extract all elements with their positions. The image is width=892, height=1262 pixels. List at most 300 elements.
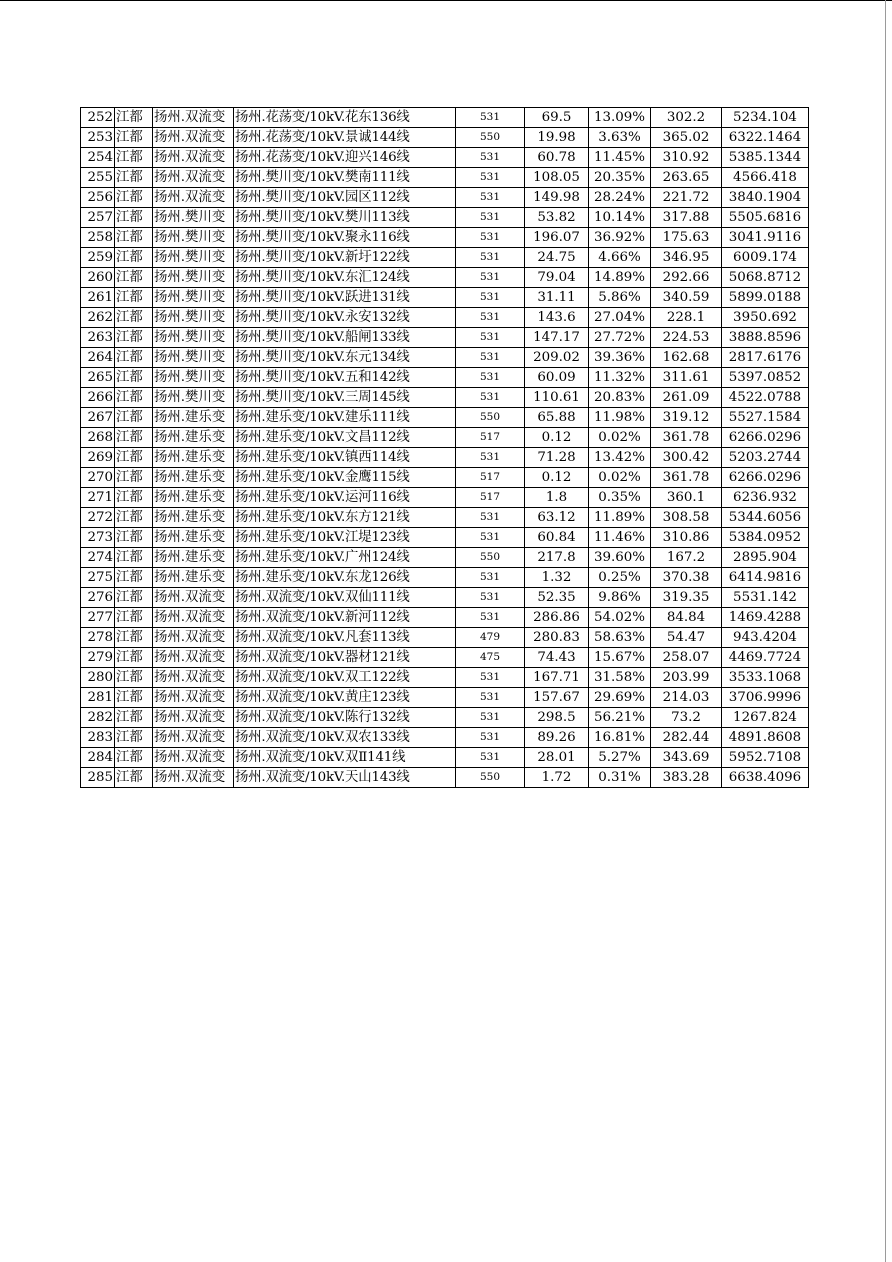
margin-cell: 73.2: [651, 708, 722, 728]
load-rate-cell: 11.45%: [589, 148, 651, 168]
substation-cell: 扬州.双流变: [153, 188, 234, 208]
substation-cell: 扬州.樊川变: [153, 248, 234, 268]
capacity-cell: 531: [456, 708, 525, 728]
county-cell: 江都: [115, 768, 153, 788]
feeder-line-cell: 扬州.樊川变/10kV.跃进131线: [234, 288, 456, 308]
power-cell: 6638.4096: [722, 768, 809, 788]
load-cell: 60.09: [525, 368, 589, 388]
feeder-line-cell: 扬州.双流变/10kV.黄庄123线: [234, 688, 456, 708]
substation-cell: 扬州.双流变: [153, 128, 234, 148]
load-rate-cell: 0.02%: [589, 428, 651, 448]
feeder-line-cell: 扬州.樊川变/10kV.新圩122线: [234, 248, 456, 268]
row-number: 266: [81, 388, 115, 408]
power-cell: 6009.174: [722, 248, 809, 268]
table-row: [81, 328, 809, 348]
county-cell: 江都: [115, 528, 153, 548]
power-cell: 6322.1464: [722, 128, 809, 148]
county-cell: 江都: [115, 688, 153, 708]
load-cell: 298.5: [525, 708, 589, 728]
substation-cell: 扬州.建乐变: [153, 528, 234, 548]
power-cell: 5384.0952: [722, 528, 809, 548]
row-number: 258: [81, 228, 115, 248]
load-rate-cell: 27.04%: [589, 308, 651, 328]
table-row: [81, 708, 809, 728]
margin-cell: 360.1: [651, 488, 722, 508]
margin-cell: 292.66: [651, 268, 722, 288]
load-cell: 60.84: [525, 528, 589, 548]
substation-cell: 扬州.樊川变: [153, 268, 234, 288]
load-rate-cell: 27.72%: [589, 328, 651, 348]
feeder-line-cell: 扬州.建乐变/10kV.建乐111线: [234, 408, 456, 428]
county-cell: 江都: [115, 648, 153, 668]
substation-cell: 扬州.樊川变: [153, 288, 234, 308]
feeder-line-cell: 扬州.双流变/10kV.器材121线: [234, 648, 456, 668]
capacity-cell: 550: [456, 128, 525, 148]
load-cell: 52.35: [525, 588, 589, 608]
load-cell: 53.82: [525, 208, 589, 228]
load-rate-cell: 0.02%: [589, 468, 651, 488]
margin-cell: 361.78: [651, 468, 722, 488]
county-cell: 江都: [115, 588, 153, 608]
row-number: 252: [81, 108, 115, 128]
capacity-cell: 531: [456, 528, 525, 548]
substation-cell: 扬州.双流变: [153, 648, 234, 668]
margin-cell: 346.95: [651, 248, 722, 268]
load-cell: 0.12: [525, 428, 589, 448]
load-cell: 31.11: [525, 288, 589, 308]
table-row: [81, 508, 809, 528]
feeder-line-cell: 扬州.建乐变/10kV.广州124线: [234, 548, 456, 568]
county-cell: 江都: [115, 208, 153, 228]
load-rate-cell: 15.67%: [589, 648, 651, 668]
county-cell: 江都: [115, 388, 153, 408]
load-rate-cell: 11.89%: [589, 508, 651, 528]
load-rate-cell: 54.02%: [589, 608, 651, 628]
load-rate-cell: 14.89%: [589, 268, 651, 288]
county-cell: 江都: [115, 268, 153, 288]
load-cell: 209.02: [525, 348, 589, 368]
row-number: 256: [81, 188, 115, 208]
table-row: [81, 128, 809, 148]
load-cell: 69.5: [525, 108, 589, 128]
load-cell: 196.07: [525, 228, 589, 248]
table-row: [81, 628, 809, 648]
table-row: [81, 188, 809, 208]
load-cell: 147.17: [525, 328, 589, 348]
substation-cell: 扬州.建乐变: [153, 568, 234, 588]
table-row: [81, 528, 809, 548]
capacity-cell: 531: [456, 268, 525, 288]
power-cell: 5234.104: [722, 108, 809, 128]
feeder-line-cell: 扬州.樊川变/10kV.聚永116线: [234, 228, 456, 248]
table-row: [81, 468, 809, 488]
load-cell: 1.32: [525, 568, 589, 588]
margin-cell: 84.84: [651, 608, 722, 628]
table-row: [81, 208, 809, 228]
table-row: [81, 648, 809, 668]
load-cell: 108.05: [525, 168, 589, 188]
load-rate-cell: 31.58%: [589, 668, 651, 688]
margin-cell: 317.88: [651, 208, 722, 228]
county-cell: 江都: [115, 448, 153, 468]
feeder-line-cell: 扬州.樊川变/10kV.永安132线: [234, 308, 456, 328]
margin-cell: 282.44: [651, 728, 722, 748]
table-row: [81, 488, 809, 508]
capacity-cell: 531: [456, 308, 525, 328]
power-cell: 6266.0296: [722, 428, 809, 448]
power-cell: 3706.9996: [722, 688, 809, 708]
substation-cell: 扬州.樊川变: [153, 348, 234, 368]
load-cell: 19.98: [525, 128, 589, 148]
row-number: 281: [81, 688, 115, 708]
load-cell: 167.71: [525, 668, 589, 688]
row-number: 280: [81, 668, 115, 688]
table-body: [81, 108, 809, 788]
row-number: 262: [81, 308, 115, 328]
table-row: [81, 588, 809, 608]
substation-cell: 扬州.双流变: [153, 628, 234, 648]
row-number: 273: [81, 528, 115, 548]
row-number: 284: [81, 748, 115, 768]
substation-cell: 扬州.双流变: [153, 768, 234, 788]
power-cell: 2817.6176: [722, 348, 809, 368]
row-number: 269: [81, 448, 115, 468]
load-rate-cell: 36.92%: [589, 228, 651, 248]
substation-cell: 扬州.双流变: [153, 608, 234, 628]
table-row: [81, 168, 809, 188]
margin-cell: 365.02: [651, 128, 722, 148]
page-top-border: [0, 0, 892, 1]
power-cell: 3041.9116: [722, 228, 809, 248]
power-cell: 4891.8608: [722, 728, 809, 748]
substation-cell: 扬州.双流变: [153, 148, 234, 168]
power-cell: 6266.0296: [722, 468, 809, 488]
county-cell: 江都: [115, 468, 153, 488]
load-cell: 89.26: [525, 728, 589, 748]
capacity-cell: 531: [456, 568, 525, 588]
capacity-cell: 550: [456, 408, 525, 428]
feeder-line-cell: 扬州.樊川变/10kV.五和142线: [234, 368, 456, 388]
load-cell: 28.01: [525, 748, 589, 768]
table-row: [81, 348, 809, 368]
county-cell: 江都: [115, 728, 153, 748]
margin-cell: 311.61: [651, 368, 722, 388]
power-cell: 1267.824: [722, 708, 809, 728]
substation-cell: 扬州.樊川变: [153, 228, 234, 248]
feeder-line-cell: 扬州.双流变/10kV.双农133线: [234, 728, 456, 748]
feeder-line-cell: 扬州.建乐变/10kV.镇西114线: [234, 448, 456, 468]
county-cell: 江都: [115, 408, 153, 428]
capacity-cell: 531: [456, 188, 525, 208]
feeder-line-cell: 扬州.樊川变/10kV.船闸133线: [234, 328, 456, 348]
load-cell: 60.78: [525, 148, 589, 168]
margin-cell: 224.53: [651, 328, 722, 348]
margin-cell: 343.69: [651, 748, 722, 768]
table-row: [81, 248, 809, 268]
load-cell: 74.43: [525, 648, 589, 668]
power-cell: 5344.6056: [722, 508, 809, 528]
capacity-cell: 531: [456, 348, 525, 368]
row-number: 253: [81, 128, 115, 148]
table-row: [81, 748, 809, 768]
power-cell: 5068.8712: [722, 268, 809, 288]
power-cell: 2895.904: [722, 548, 809, 568]
feeder-line-cell: 扬州.建乐变/10kV.金鹰115线: [234, 468, 456, 488]
margin-cell: 310.86: [651, 528, 722, 548]
row-number: 270: [81, 468, 115, 488]
table-row: [81, 428, 809, 448]
county-cell: 江都: [115, 348, 153, 368]
substation-cell: 扬州.建乐变: [153, 488, 234, 508]
capacity-cell: 531: [456, 668, 525, 688]
power-cell: 5899.0188: [722, 288, 809, 308]
power-cell: 3950.692: [722, 308, 809, 328]
load-cell: 280.83: [525, 628, 589, 648]
power-cell: 5952.7108: [722, 748, 809, 768]
substation-cell: 扬州.双流变: [153, 708, 234, 728]
capacity-cell: 517: [456, 428, 525, 448]
substation-cell: 扬州.建乐变: [153, 448, 234, 468]
substation-cell: 扬州.双流变: [153, 748, 234, 768]
margin-cell: 228.1: [651, 308, 722, 328]
margin-cell: 263.65: [651, 168, 722, 188]
row-number: 272: [81, 508, 115, 528]
feeder-line-cell: 扬州.双流变/10kV.天山143线: [234, 768, 456, 788]
table-row: [81, 228, 809, 248]
row-number: 276: [81, 588, 115, 608]
margin-cell: 302.2: [651, 108, 722, 128]
load-rate-cell: 3.63%: [589, 128, 651, 148]
row-number: 275: [81, 568, 115, 588]
substation-cell: 扬州.双流变: [153, 108, 234, 128]
feeder-line-cell: 扬州.花荡变/10kV.迎兴146线: [234, 148, 456, 168]
load-rate-cell: 20.83%: [589, 388, 651, 408]
capacity-cell: 531: [456, 688, 525, 708]
margin-cell: 308.58: [651, 508, 722, 528]
load-rate-cell: 13.42%: [589, 448, 651, 468]
substation-cell: 扬州.樊川变: [153, 328, 234, 348]
table-row: [81, 728, 809, 748]
substation-cell: 扬州.双流变: [153, 168, 234, 188]
county-cell: 江都: [115, 308, 153, 328]
county-cell: 江都: [115, 108, 153, 128]
feeder-line-cell: 扬州.花荡变/10kV.花东136线: [234, 108, 456, 128]
power-cell: 4469.7724: [722, 648, 809, 668]
load-rate-cell: 39.36%: [589, 348, 651, 368]
feeder-line-cell: 扬州.花荡变/10kV.景诚144线: [234, 128, 456, 148]
county-cell: 江都: [115, 668, 153, 688]
power-cell: 5505.6816: [722, 208, 809, 228]
substation-cell: 扬州.樊川变: [153, 368, 234, 388]
feeder-line-cell: 扬州.樊川变/10kV.樊南111线: [234, 168, 456, 188]
capacity-cell: 517: [456, 468, 525, 488]
feeder-line-cell: 扬州.建乐变/10kV.东方121线: [234, 508, 456, 528]
row-number: 254: [81, 148, 115, 168]
load-rate-cell: 29.69%: [589, 688, 651, 708]
margin-cell: 54.47: [651, 628, 722, 648]
load-rate-cell: 11.98%: [589, 408, 651, 428]
load-cell: 24.75: [525, 248, 589, 268]
feeder-line-cell: 扬州.双流变/10kV.凡套113线: [234, 628, 456, 648]
margin-cell: 175.63: [651, 228, 722, 248]
feeder-line-cell: 扬州.樊川变/10kV.园区112线: [234, 188, 456, 208]
county-cell: 江都: [115, 228, 153, 248]
margin-cell: 383.28: [651, 768, 722, 788]
load-cell: 157.67: [525, 688, 589, 708]
power-cell: 3840.1904: [722, 188, 809, 208]
row-number: 268: [81, 428, 115, 448]
table-row: [81, 608, 809, 628]
substation-cell: 扬州.樊川变: [153, 388, 234, 408]
feeder-line-cell: 扬州.双流变/10kV.双工122线: [234, 668, 456, 688]
feeder-line-cell: 扬州.建乐变/10kV.文昌112线: [234, 428, 456, 448]
load-cell: 143.6: [525, 308, 589, 328]
power-cell: 4566.418: [722, 168, 809, 188]
county-cell: 江都: [115, 488, 153, 508]
table-row: [81, 408, 809, 428]
feeder-line-cell: 扬州.建乐变/10kV.东龙126线: [234, 568, 456, 588]
row-number: 277: [81, 608, 115, 628]
row-number: 274: [81, 548, 115, 568]
page-right-border: [885, 0, 886, 1262]
row-number: 283: [81, 728, 115, 748]
feeder-line-cell: 扬州.双流变/10kV.新河112线: [234, 608, 456, 628]
margin-cell: 162.68: [651, 348, 722, 368]
load-rate-cell: 11.32%: [589, 368, 651, 388]
load-rate-cell: 10.14%: [589, 208, 651, 228]
margin-cell: 340.59: [651, 288, 722, 308]
county-cell: 江都: [115, 508, 153, 528]
feeder-line-cell: 扬州.樊川变/10kV.三周145线: [234, 388, 456, 408]
table-row: [81, 148, 809, 168]
power-cell: 3533.1068: [722, 668, 809, 688]
feeder-line-cell: 扬州.双流变/10kV.双仙111线: [234, 588, 456, 608]
county-cell: 江都: [115, 748, 153, 768]
row-number: 255: [81, 168, 115, 188]
capacity-cell: 531: [456, 388, 525, 408]
capacity-cell: 550: [456, 768, 525, 788]
margin-cell: 310.92: [651, 148, 722, 168]
feeder-line-cell: 扬州.樊川变/10kV.东元134线: [234, 348, 456, 368]
row-number: 278: [81, 628, 115, 648]
table-row: [81, 368, 809, 388]
capacity-cell: 531: [456, 728, 525, 748]
row-number: 264: [81, 348, 115, 368]
power-cell: 5385.1344: [722, 148, 809, 168]
capacity-cell: 531: [456, 168, 525, 188]
substation-cell: 扬州.樊川变: [153, 308, 234, 328]
power-cell: 6236.932: [722, 488, 809, 508]
load-cell: 286.86: [525, 608, 589, 628]
margin-cell: 167.2: [651, 548, 722, 568]
capacity-cell: 531: [456, 508, 525, 528]
capacity-cell: 550: [456, 548, 525, 568]
county-cell: 江都: [115, 428, 153, 448]
capacity-cell: 531: [456, 608, 525, 628]
margin-cell: 258.07: [651, 648, 722, 668]
power-cell: 5527.1584: [722, 408, 809, 428]
power-cell: 5203.2744: [722, 448, 809, 468]
power-cell: 943.4204: [722, 628, 809, 648]
load-rate-cell: 58.63%: [589, 628, 651, 648]
table-row: [81, 268, 809, 288]
table-row: [81, 568, 809, 588]
margin-cell: 261.09: [651, 388, 722, 408]
capacity-cell: 531: [456, 248, 525, 268]
data-table: [80, 107, 809, 788]
load-rate-cell: 5.27%: [589, 748, 651, 768]
margin-cell: 214.03: [651, 688, 722, 708]
load-rate-cell: 13.09%: [589, 108, 651, 128]
table-row: [81, 108, 809, 128]
county-cell: 江都: [115, 368, 153, 388]
county-cell: 江都: [115, 248, 153, 268]
margin-cell: 319.35: [651, 588, 722, 608]
load-rate-cell: 0.31%: [589, 768, 651, 788]
table-row: [81, 768, 809, 788]
feeder-line-cell: 扬州.双流变/10kV.陈行132线: [234, 708, 456, 728]
table-row: [81, 548, 809, 568]
feeder-line-cell: 扬州.樊川变/10kV.东汇124线: [234, 268, 456, 288]
load-rate-cell: 20.35%: [589, 168, 651, 188]
feeder-line-cell: 扬州.双流变/10kV.双Ⅱ141线: [234, 748, 456, 768]
load-rate-cell: 56.21%: [589, 708, 651, 728]
table-row: [81, 448, 809, 468]
table-row: [81, 668, 809, 688]
capacity-cell: 479: [456, 628, 525, 648]
capacity-cell: 531: [456, 748, 525, 768]
row-number: 267: [81, 408, 115, 428]
capacity-cell: 531: [456, 108, 525, 128]
load-rate-cell: 28.24%: [589, 188, 651, 208]
county-cell: 江都: [115, 608, 153, 628]
load-cell: 1.8: [525, 488, 589, 508]
power-cell: 3888.8596: [722, 328, 809, 348]
substation-cell: 扬州.双流变: [153, 588, 234, 608]
row-number: 271: [81, 488, 115, 508]
feeder-line-cell: 扬州.建乐变/10kV.运河116线: [234, 488, 456, 508]
county-cell: 江都: [115, 168, 153, 188]
substation-cell: 扬州.建乐变: [153, 468, 234, 488]
load-rate-cell: 39.60%: [589, 548, 651, 568]
margin-cell: 370.38: [651, 568, 722, 588]
substation-cell: 扬州.樊川变: [153, 208, 234, 228]
feeder-line-cell: 扬州.建乐变/10kV.江堤123线: [234, 528, 456, 548]
load-rate-cell: 5.86%: [589, 288, 651, 308]
substation-cell: 扬州.建乐变: [153, 428, 234, 448]
substation-cell: 扬州.双流变: [153, 728, 234, 748]
county-cell: 江都: [115, 568, 153, 588]
capacity-cell: 531: [456, 368, 525, 388]
load-cell: 79.04: [525, 268, 589, 288]
row-number: 261: [81, 288, 115, 308]
load-rate-cell: 0.25%: [589, 568, 651, 588]
load-cell: 1.72: [525, 768, 589, 788]
load-rate-cell: 4.66%: [589, 248, 651, 268]
margin-cell: 221.72: [651, 188, 722, 208]
county-cell: 江都: [115, 128, 153, 148]
power-cell: 4522.0788: [722, 388, 809, 408]
load-rate-cell: 11.46%: [589, 528, 651, 548]
table-row: [81, 688, 809, 708]
row-number: 285: [81, 768, 115, 788]
row-number: 265: [81, 368, 115, 388]
load-rate-cell: 0.35%: [589, 488, 651, 508]
margin-cell: 203.99: [651, 668, 722, 688]
capacity-cell: 531: [456, 328, 525, 348]
margin-cell: 300.42: [651, 448, 722, 468]
power-cell: 5397.0852: [722, 368, 809, 388]
